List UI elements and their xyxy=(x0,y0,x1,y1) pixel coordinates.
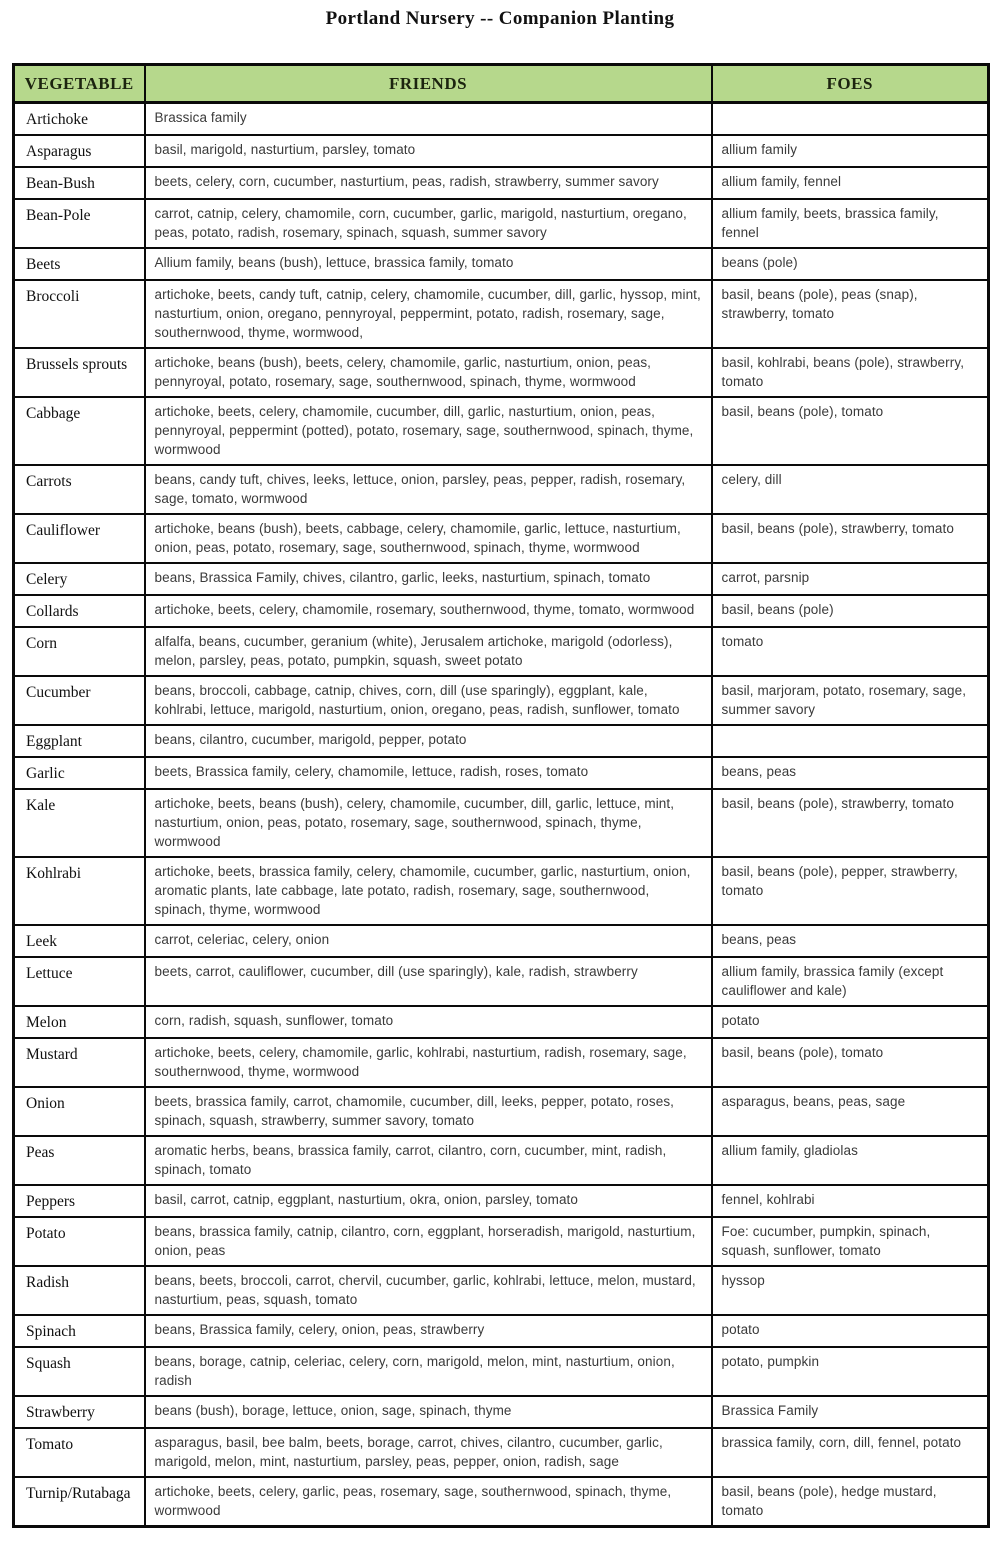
friends-cell: alfalfa, beans, cucumber, geranium (white), Jerusalem artichoke, marigold (odorless), melon, parsley, peas, potato, pumpkin, squash, sweet potato xyxy=(145,627,712,676)
vegetable-cell: Celery xyxy=(14,563,145,595)
friends-cell: artichoke, beets, candy tuft, catnip, celery, chamomile, cucumber, dill, garlic, hyssop, mint, nasturtium, onion, oregano, pennyroyal, peppermint, potato, radish, rosemary, sage, southernwood, thyme, wormwood, xyxy=(145,280,712,348)
vegetable-cell: Kale xyxy=(14,789,145,857)
foes-cell: beans (pole) xyxy=(712,248,989,280)
foes-cell: potato xyxy=(712,1006,989,1038)
foes-cell: allium family, gladiolas xyxy=(712,1136,989,1185)
foes-cell: Brassica Family xyxy=(712,1396,989,1428)
table-row xyxy=(14,595,989,627)
table-row xyxy=(14,199,989,248)
foes-cell: allium family, fennel xyxy=(712,167,989,199)
foes-cell: fennel, kohlrabi xyxy=(712,1185,989,1217)
table-row xyxy=(14,925,989,957)
foes-cell xyxy=(712,725,989,757)
table-row xyxy=(14,1347,989,1396)
vegetable-cell: Squash xyxy=(14,1347,145,1396)
column-header-foes: FOES xyxy=(712,65,989,103)
friends-cell: artichoke, beets, beans (bush), celery, chamomile, cucumber, dill, garlic, lettuce, mint, nasturtium, onion, peas, potato, rosemary, sage, southernwood, spinach, thyme, wormwood xyxy=(145,789,712,857)
friends-cell: artichoke, beets, celery, garlic, peas, rosemary, sage, southernwood, spinach, thyme, wormwood xyxy=(145,1477,712,1527)
foes-cell: allium family, brassica family (except cauliflower and kale) xyxy=(712,957,989,1006)
friends-cell: artichoke, beans (bush), beets, cabbage, celery, chamomile, garlic, lettuce, nasturtium, onion, peas, potato, rosemary, sage, southernwood, spinach, thyme, wormwood xyxy=(145,514,712,563)
vegetable-cell: Cabbage xyxy=(14,397,145,465)
friends-cell: aromatic herbs, beans, brassica family, carrot, cilantro, corn, cucumber, mint, radish, spinach, tomato xyxy=(145,1136,712,1185)
vegetable-cell: Artichoke xyxy=(14,103,145,136)
foes-cell: allium family, beets, brassica family, fennel xyxy=(712,199,989,248)
vegetable-cell: Asparagus xyxy=(14,135,145,167)
table-row xyxy=(14,563,989,595)
friends-cell: beans, beets, broccoli, carrot, chervil, cucumber, garlic, kohlrabi, lettuce, melon, mustard, nasturtium, peas, squash, tomato xyxy=(145,1266,712,1315)
friends-cell: beans, cilantro, cucumber, marigold, pepper, potato xyxy=(145,725,712,757)
foes-cell: brassica family, corn, dill, fennel, potato xyxy=(712,1428,989,1477)
table-row xyxy=(14,397,989,465)
table-row xyxy=(14,1428,989,1477)
page-title: Portland Nursery -- Companion Planting xyxy=(325,8,675,29)
friends-cell: artichoke, beans (bush), beets, celery, chamomile, garlic, nasturtium, onion, peas, pennyroyal, potato, rosemary, sage, southernwood, spinach, thyme, wormwood xyxy=(145,348,712,397)
friends-cell: carrot, catnip, celery, chamomile, corn, cucumber, garlic, marigold, nasturtium, oregano, peas, potato, radish, rosemary, spinach, squash, summer savory xyxy=(145,199,712,248)
friends-cell: basil, carrot, catnip, eggplant, nasturtium, okra, onion, parsley, tomato xyxy=(145,1185,712,1217)
friends-cell: beans, candy tuft, chives, leeks, lettuce, onion, parsley, peas, pepper, radish, rosemary, sage, tomato, wormwood xyxy=(145,465,712,514)
table-row xyxy=(14,1477,989,1527)
table-row xyxy=(14,627,989,676)
table-row xyxy=(14,465,989,514)
vegetable-cell: Beets xyxy=(14,248,145,280)
table-row xyxy=(14,1006,989,1038)
foes-cell: potato, pumpkin xyxy=(712,1347,989,1396)
table-row xyxy=(14,1136,989,1185)
foes-cell: basil, beans (pole), tomato xyxy=(712,397,989,465)
vegetable-cell: Kohlrabi xyxy=(14,857,145,925)
table-row xyxy=(14,280,989,348)
vegetable-cell: Radish xyxy=(14,1266,145,1315)
friends-cell: beans, Brassica Family, chives, cilantro, garlic, leeks, nasturtium, spinach, tomato xyxy=(145,563,712,595)
vegetable-cell: Melon xyxy=(14,1006,145,1038)
vegetable-cell: Spinach xyxy=(14,1315,145,1347)
friends-cell: artichoke, beets, brassica family, celery, chamomile, cucumber, garlic, nasturtium, onion, aromatic plants, late cabbage, late potato, radish, rosemary, sage, southernwood, spinach, thyme, wormwood xyxy=(145,857,712,925)
table-row xyxy=(14,857,989,925)
foes-cell: basil, beans (pole), hedge mustard, tomato xyxy=(712,1477,989,1527)
vegetable-cell: Broccoli xyxy=(14,280,145,348)
vegetable-cell: Turnip/Rutabaga xyxy=(14,1477,145,1527)
friends-cell: corn, radish, squash, sunflower, tomato xyxy=(145,1006,712,1038)
vegetable-cell: Eggplant xyxy=(14,725,145,757)
foes-cell: basil, beans (pole), strawberry, tomato xyxy=(712,514,989,563)
foes-cell: carrot, parsnip xyxy=(712,563,989,595)
friends-cell: beans, brassica family, catnip, cilantro, corn, eggplant, horseradish, marigold, nasturtium, onion, peas xyxy=(145,1217,712,1266)
table-row xyxy=(14,1185,989,1217)
table-row xyxy=(14,957,989,1006)
table-row xyxy=(14,1217,989,1266)
table-row xyxy=(14,135,989,167)
foes-cell: basil, beans (pole), strawberry, tomato xyxy=(712,789,989,857)
foes-cell: tomato xyxy=(712,627,989,676)
friends-cell: Allium family, beans (bush), lettuce, brassica family, tomato xyxy=(145,248,712,280)
vegetable-cell: Peppers xyxy=(14,1185,145,1217)
friends-cell: beans, borage, catnip, celeriac, celery, corn, marigold, melon, mint, nasturtium, onion, radish xyxy=(145,1347,712,1396)
friends-cell: artichoke, beets, celery, chamomile, garlic, kohlrabi, nasturtium, radish, rosemary, sage, southernwood, thyme, wormwood xyxy=(145,1038,712,1087)
vegetable-cell: Lettuce xyxy=(14,957,145,1006)
friends-cell: beets, brassica family, carrot, chamomile, cucumber, dill, leeks, pepper, potato, roses, spinach, squash, strawberry, summer savory, tomato xyxy=(145,1087,712,1136)
column-header-vegetable: VEGETABLE xyxy=(14,65,145,103)
header-row xyxy=(14,65,989,103)
companion-planting-table xyxy=(12,63,990,1528)
friends-cell: beets, Brassica family, celery, chamomile, lettuce, radish, roses, tomato xyxy=(145,757,712,789)
column-header-friends: FRIENDS xyxy=(145,65,712,103)
table-row xyxy=(14,1087,989,1136)
friends-cell: beans, Brassica family, celery, onion, peas, strawberry xyxy=(145,1315,712,1347)
table-body xyxy=(14,103,989,1527)
vegetable-cell: Onion xyxy=(14,1087,145,1136)
table-row xyxy=(14,789,989,857)
friends-cell: beets, celery, corn, cucumber, nasturtium, peas, radish, strawberry, summer savory xyxy=(145,167,712,199)
vegetable-cell: Carrots xyxy=(14,465,145,514)
friends-cell: artichoke, beets, celery, chamomile, rosemary, southernwood, thyme, tomato, wormwood xyxy=(145,595,712,627)
friends-cell: carrot, celeriac, celery, onion xyxy=(145,925,712,957)
table-row xyxy=(14,1266,989,1315)
vegetable-cell: Collards xyxy=(14,595,145,627)
vegetable-cell: Cucumber xyxy=(14,676,145,725)
table-row xyxy=(14,1038,989,1087)
foes-cell: beans, peas xyxy=(712,757,989,789)
vegetable-cell: Tomato xyxy=(14,1428,145,1477)
foes-cell xyxy=(712,103,989,136)
table-row xyxy=(14,725,989,757)
table-row xyxy=(14,103,989,136)
vegetable-cell: Potato xyxy=(14,1217,145,1266)
friends-cell: beans (bush), borage, lettuce, onion, sage, spinach, thyme xyxy=(145,1396,712,1428)
vegetable-cell: Brussels sprouts xyxy=(14,348,145,397)
foes-cell: basil, beans (pole), peas (snap), strawberry, tomato xyxy=(712,280,989,348)
table-row xyxy=(14,1396,989,1428)
vegetable-cell: Leek xyxy=(14,925,145,957)
friends-cell: beans, broccoli, cabbage, catnip, chives, corn, dill (use sparingly), eggplant, kale, kohlrabi, lettuce, marigold, nasturtium, onion, oregano, peas, radish, sunflower, tomato xyxy=(145,676,712,725)
foes-cell: basil, kohlrabi, beans (pole), strawberry, tomato xyxy=(712,348,989,397)
vegetable-cell: Bean-Pole xyxy=(14,199,145,248)
friends-cell: asparagus, basil, bee balm, beets, borage, carrot, chives, cilantro, cucumber, garlic, marigold, melon, mint, nasturtium, parsley, peas, pepper, onion, radish, sage xyxy=(145,1428,712,1477)
vegetable-cell: Cauliflower xyxy=(14,514,145,563)
foes-cell: basil, marjoram, potato, rosemary, sage, summer savory xyxy=(712,676,989,725)
friends-cell: Brassica family xyxy=(145,103,712,136)
table-row xyxy=(14,167,989,199)
foes-cell: beans, peas xyxy=(712,925,989,957)
foes-cell: allium family xyxy=(712,135,989,167)
table-row xyxy=(14,248,989,280)
foes-cell: basil, beans (pole), pepper, strawberry, tomato xyxy=(712,857,989,925)
foes-cell: potato xyxy=(712,1315,989,1347)
table-header xyxy=(14,65,989,103)
foes-cell: basil, beans (pole), tomato xyxy=(712,1038,989,1087)
vegetable-cell: Strawberry xyxy=(14,1396,145,1428)
table-row xyxy=(14,676,989,725)
vegetable-cell: Garlic xyxy=(14,757,145,789)
vegetable-cell: Corn xyxy=(14,627,145,676)
foes-cell: celery, dill xyxy=(712,465,989,514)
table-row xyxy=(14,514,989,563)
friends-cell: basil, marigold, nasturtium, parsley, tomato xyxy=(145,135,712,167)
table-row xyxy=(14,1315,989,1347)
friends-cell: beets, carrot, cauliflower, cucumber, dill (use sparingly), kale, radish, strawberry xyxy=(145,957,712,1006)
foes-cell: Foe: cucumber, pumpkin, spinach, squash, sunflower, tomato xyxy=(712,1217,989,1266)
foes-cell: hyssop xyxy=(712,1266,989,1315)
friends-cell: artichoke, beets, celery, chamomile, cucumber, dill, garlic, nasturtium, onion, peas, pennyroyal, peppermint (potted), potato, rosemary, sage, southernwood, spinach, thyme, wormwood xyxy=(145,397,712,465)
vegetable-cell: Peas xyxy=(14,1136,145,1185)
foes-cell: asparagus, beans, peas, sage xyxy=(712,1087,989,1136)
table-row xyxy=(14,348,989,397)
vegetable-cell: Bean-Bush xyxy=(14,167,145,199)
vegetable-cell: Mustard xyxy=(14,1038,145,1087)
foes-cell: basil, beans (pole) xyxy=(712,595,989,627)
table-row xyxy=(14,757,989,789)
